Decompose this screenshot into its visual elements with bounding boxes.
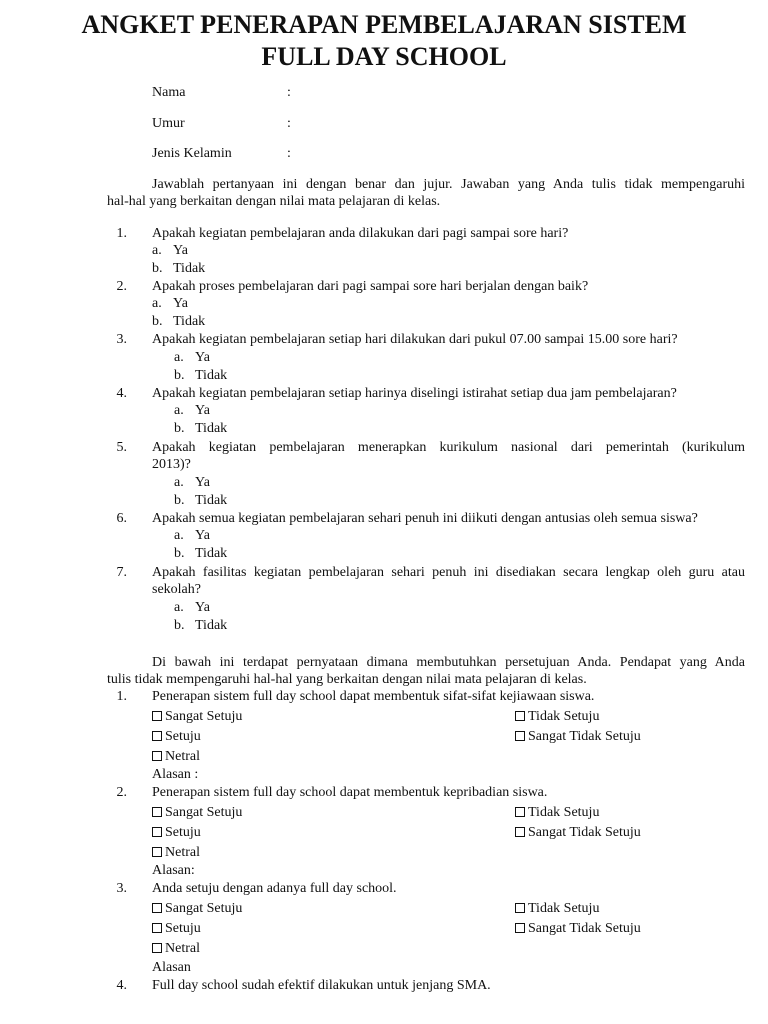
question-number: 1. <box>116 226 127 241</box>
q6-option-a: a. Ya <box>174 528 210 543</box>
page-title: ANGKET PENERAPAN PEMBELAJARAN SISTEM <box>81 10 687 39</box>
q2-option-b: b. Tidak <box>152 314 206 329</box>
intro-line-1: Jawablah pertanyaan ini dengan benar dan jujur. Jawaban yang Anda tulis tidak mempengaruhi <box>152 177 745 192</box>
gender-label: Jenis Kelamin <box>152 146 232 161</box>
s1-sangat-setuju[interactable]: Sangat Setuju <box>152 709 242 725</box>
s3-sangat-tidak-setuju[interactable]: Sangat Tidak Setuju <box>515 921 641 937</box>
s3-setuju[interactable]: Setuju <box>152 921 201 937</box>
s3-reason-label: Alasan <box>152 960 191 975</box>
s1-reason-label: Alasan : <box>152 767 199 782</box>
s3-sangat-setuju[interactable]: Sangat Setuju <box>152 901 242 917</box>
s3-netral[interactable]: Netral <box>152 941 200 957</box>
checkbox-icon[interactable] <box>515 903 525 913</box>
age-label: Umur <box>152 116 185 131</box>
question-7-text: Apakah fasilitas kegiatan pembelajaran sehari penuh ini disediakan secara lengkap oleh guru atau <box>152 565 745 580</box>
question-6-text: Apakah semua kegiatan pembelajaran sehari penuh ini diikuti dengan antusias oleh semua siswa? <box>152 511 698 526</box>
name-colon: : <box>287 85 291 100</box>
statement-1: 1. <box>116 689 127 704</box>
checkbox-icon[interactable] <box>515 807 525 817</box>
s1-setuju[interactable]: Setuju <box>152 729 201 745</box>
name-label: Nama <box>152 85 186 100</box>
statement-2: 2. <box>116 785 127 800</box>
checkbox-icon[interactable] <box>152 827 162 837</box>
checkbox-icon[interactable] <box>152 847 162 857</box>
statement-3-text: Anda setuju dengan adanya full day school. <box>152 881 397 896</box>
statement-2-text: Penerapan sistem full day school dapat membentuk kepribadian siswa. <box>152 785 548 800</box>
question-5-text-cont: 2013)? <box>152 457 191 472</box>
s2-tidak-setuju[interactable]: Tidak Setuju <box>515 805 599 821</box>
q4-option-b: b. Tidak <box>174 421 228 436</box>
checkbox-icon[interactable] <box>152 807 162 817</box>
checkbox-icon[interactable] <box>152 923 162 933</box>
question-5-text: Apakah kegiatan pembelajaran menerapkan kurikulum nasional dari pemerintah (kurikulum <box>152 440 745 455</box>
q2-option-a: a. Ya <box>152 296 188 311</box>
s2-netral[interactable]: Netral <box>152 845 200 861</box>
q7-option-b: b. Tidak <box>174 618 228 633</box>
q3-option-b: b. Tidak <box>174 368 228 383</box>
checkbox-icon[interactable] <box>515 731 525 741</box>
question-3-text: Apakah kegiatan pembelajaran setiap hari dilakukan dari pukul 07.00 sampai 15.00 sore hari? <box>152 332 678 347</box>
question-6: 6. <box>116 511 127 526</box>
q4-option-a: a. Ya <box>174 403 210 418</box>
q6-option-b: b. Tidak <box>174 546 228 561</box>
q7-option-a: a. Ya <box>174 600 210 615</box>
question-4: 4. <box>116 386 127 401</box>
question-2: 2. <box>116 279 127 294</box>
statement-1-text: Penerapan sistem full day school dapat membentuk sifat-sifat kejiawaan siswa. <box>152 689 595 704</box>
s1-netral[interactable]: Netral <box>152 749 200 765</box>
checkbox-icon[interactable] <box>152 711 162 721</box>
question-5: 5. <box>116 440 127 455</box>
question-3: 3. <box>116 332 127 347</box>
s3-tidak-setuju[interactable]: Tidak Setuju <box>515 901 599 917</box>
s2-reason-label: Alasan: <box>152 863 195 878</box>
checkbox-icon[interactable] <box>152 943 162 953</box>
intro2-line-2: tulis tidak mempengaruhi hal-hal yang berkaitan dengan nilai mata pelajaran di kelas. <box>107 672 587 687</box>
s2-setuju[interactable]: Setuju <box>152 825 201 841</box>
checkbox-icon[interactable] <box>515 923 525 933</box>
s2-sangat-setuju[interactable]: Sangat Setuju <box>152 805 242 821</box>
q1-option-a: a. Ya <box>152 243 188 258</box>
question-4-text: Apakah kegiatan pembelajaran setiap harinya diselingi istirahat setiap dua jam pembelajaran? <box>152 386 677 401</box>
checkbox-icon[interactable] <box>515 711 525 721</box>
checkbox-icon[interactable] <box>152 751 162 761</box>
q3-option-a: a. Ya <box>174 350 210 365</box>
q1-option-b: b. Tidak <box>152 261 206 276</box>
question-1 <box>107 226 127 242</box>
s1-sangat-tidak-setuju[interactable]: Sangat Tidak Setuju <box>515 729 641 745</box>
statement-3: 3. <box>116 881 127 896</box>
question-2-text: Apakah proses pembelajaran dari pagi sampai sore hari berjalan dengan baik? <box>152 279 589 294</box>
s1-tidak-setuju[interactable]: Tidak Setuju <box>515 709 599 725</box>
question-1-text: Apakah kegiatan pembelajaran anda dilakukan dari pagi sampai sore hari? <box>152 226 569 241</box>
intro2-line-1: Di bawah ini terdapat pernyataan dimana membutuhkan persetujuan Anda. Pendapat yang Anda <box>152 655 745 670</box>
s2-sangat-tidak-setuju[interactable]: Sangat Tidak Setuju <box>515 825 641 841</box>
intro-line-2: hal-hal yang berkaitan dengan nilai mata pelajaran di kelas. <box>107 194 441 209</box>
q5-option-a: a. Ya <box>174 475 210 490</box>
gender-colon: : <box>287 146 291 161</box>
q5-option-b: b. Tidak <box>174 493 228 508</box>
question-7-text-cont: sekolah? <box>152 582 201 597</box>
statement-4-text: Full day school sudah efektif dilakukan untuk jenjang SMA. <box>152 978 491 993</box>
checkbox-icon[interactable] <box>152 731 162 741</box>
statement-4: 4. <box>116 978 127 993</box>
question-7: 7. <box>116 565 127 580</box>
checkbox-icon[interactable] <box>515 827 525 837</box>
age-colon: : <box>287 116 291 131</box>
page-title-line2: FULL DAY SCHOOL <box>261 42 507 71</box>
checkbox-icon[interactable] <box>152 903 162 913</box>
